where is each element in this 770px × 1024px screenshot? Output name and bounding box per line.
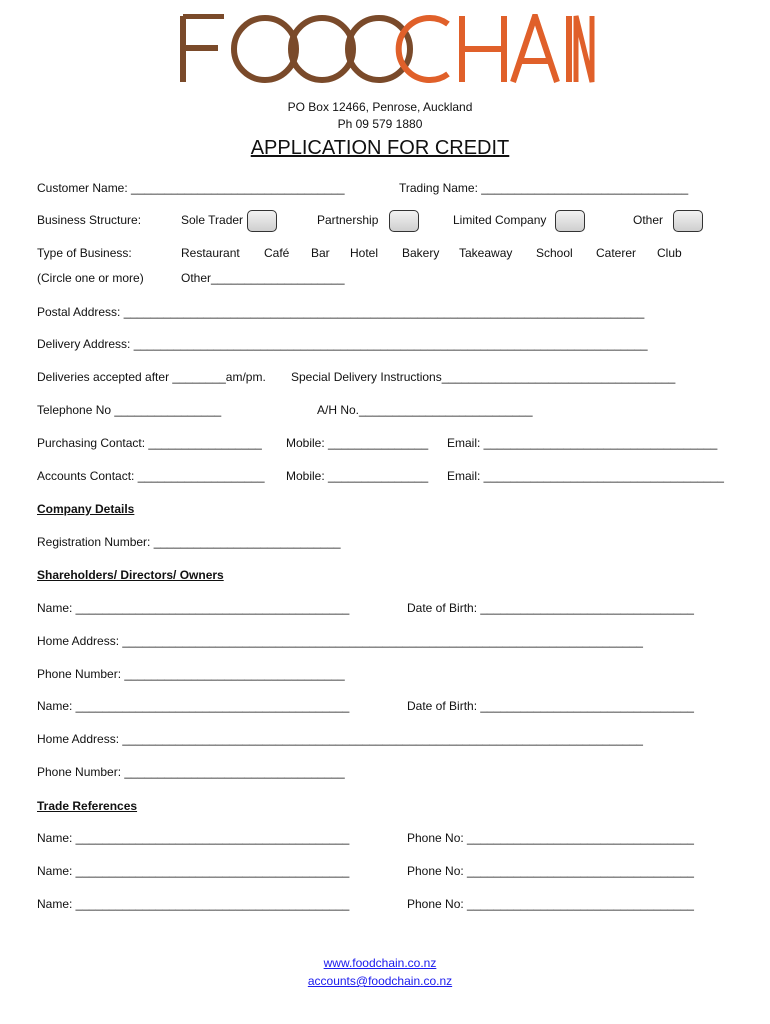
trade-reference-name-field[interactable]: Name: _________________________________________ [37,897,350,911]
shareholder-phone-field[interactable]: Phone Number: _________________________________ [37,667,345,681]
shareholder-name-field[interactable]: Name: _________________________________________ [37,699,350,713]
shareholder-dob-field[interactable]: Date of Birth: ________________________________ [407,601,694,615]
business-type-option[interactable]: School [536,246,573,260]
trading-name-field[interactable]: Trading Name: _______________________________ [399,181,689,195]
email-link[interactable]: accounts@foodchain.co.nz [307,974,453,988]
other-structure-checkbox[interactable] [673,210,703,232]
form-title: APPLICATION FOR CREDIT [250,137,510,159]
company-phone: Ph 09 579 1880 [337,117,423,131]
special-instructions-field[interactable]: Special Delivery Instructions___________________________________ [291,370,676,384]
business-type-option[interactable]: Takeaway [459,246,513,260]
company-address: PO Box 12466, Penrose, Auckland [287,100,473,114]
partnership-checkbox[interactable] [389,210,419,232]
business-type-option[interactable]: Caterer [596,246,637,260]
partnership-label: Partnership [317,213,379,227]
accounts-mobile-field[interactable]: Mobile: _______________ [286,469,429,483]
other-structure-label: Other [633,213,664,227]
circle-note: (Circle one or more) [37,271,144,285]
business-type-option[interactable]: Bar [311,246,330,260]
shareholder-home-address-field[interactable]: Home Address: ______________________________________________________________________________ [37,634,643,648]
business-type-option[interactable]: Café [264,246,290,260]
purchasing-contact-field[interactable]: Purchasing Contact: _________________ [37,436,262,450]
trade-references-heading: Trade References [37,799,138,813]
registration-number-field[interactable]: Registration Number: ____________________________ [37,535,341,549]
business-type-option[interactable]: Restaurant [181,246,240,260]
foodchain-logo [180,14,595,84]
trade-reference-phone-field[interactable]: Phone No: __________________________________ [407,864,694,878]
trade-reference-name-field[interactable]: Name: _________________________________________ [37,864,350,878]
trade-reference-phone-field[interactable]: Phone No: __________________________________ [407,897,694,911]
business-structure-label: Business Structure: [37,213,142,227]
business-type-option[interactable]: Hotel [350,246,379,260]
sole-trader-label: Sole Trader [181,213,244,227]
website-link[interactable]: www.foodchain.co.nz [323,956,437,970]
trade-reference-phone-field[interactable]: Phone No: __________________________________ [407,831,694,845]
shareholder-phone-field[interactable]: Phone Number: _________________________________ [37,765,345,779]
shareholder-dob-field[interactable]: Date of Birth: ________________________________ [407,699,694,713]
limited-company-label: Limited Company [453,213,547,227]
telephone-field[interactable]: Telephone No ________________ [37,403,222,417]
sole-trader-checkbox[interactable] [247,210,277,232]
deliveries-accepted-field[interactable]: Deliveries accepted after ________am/pm. [37,370,266,384]
business-type-label: Type of Business: [37,246,132,260]
purchasing-mobile-field[interactable]: Mobile: _______________ [286,436,429,450]
postal-address-field[interactable]: Postal Address: ______________________________________________________________________________ [37,305,645,319]
after-hours-field[interactable]: A/H No.__________________________ [317,403,533,417]
company-details-heading: Company Details [37,502,135,516]
business-type-option[interactable]: Bakery [402,246,440,260]
other-business-type-field[interactable]: Other____________________ [181,271,345,285]
trade-reference-name-field[interactable]: Name: _________________________________________ [37,831,350,845]
shareholder-name-field[interactable]: Name: _________________________________________ [37,601,350,615]
business-type-option[interactable]: Club [657,246,682,260]
purchasing-email-field[interactable]: Email: ___________________________________ [447,436,718,450]
delivery-address-field[interactable]: Delivery Address: _____________________________________________________________________________ [37,337,648,351]
shareholders-heading: Shareholders/ Directors/ Owners [37,568,224,582]
shareholder-home-address-field[interactable]: Home Address: ______________________________________________________________________________ [37,732,643,746]
accounts-email-field[interactable]: Email: ____________________________________ [447,469,724,483]
accounts-contact-field[interactable]: Accounts Contact: ___________________ [37,469,265,483]
customer-name-field[interactable]: Customer Name: ________________________________ [37,181,345,195]
limited-company-checkbox[interactable] [555,210,585,232]
